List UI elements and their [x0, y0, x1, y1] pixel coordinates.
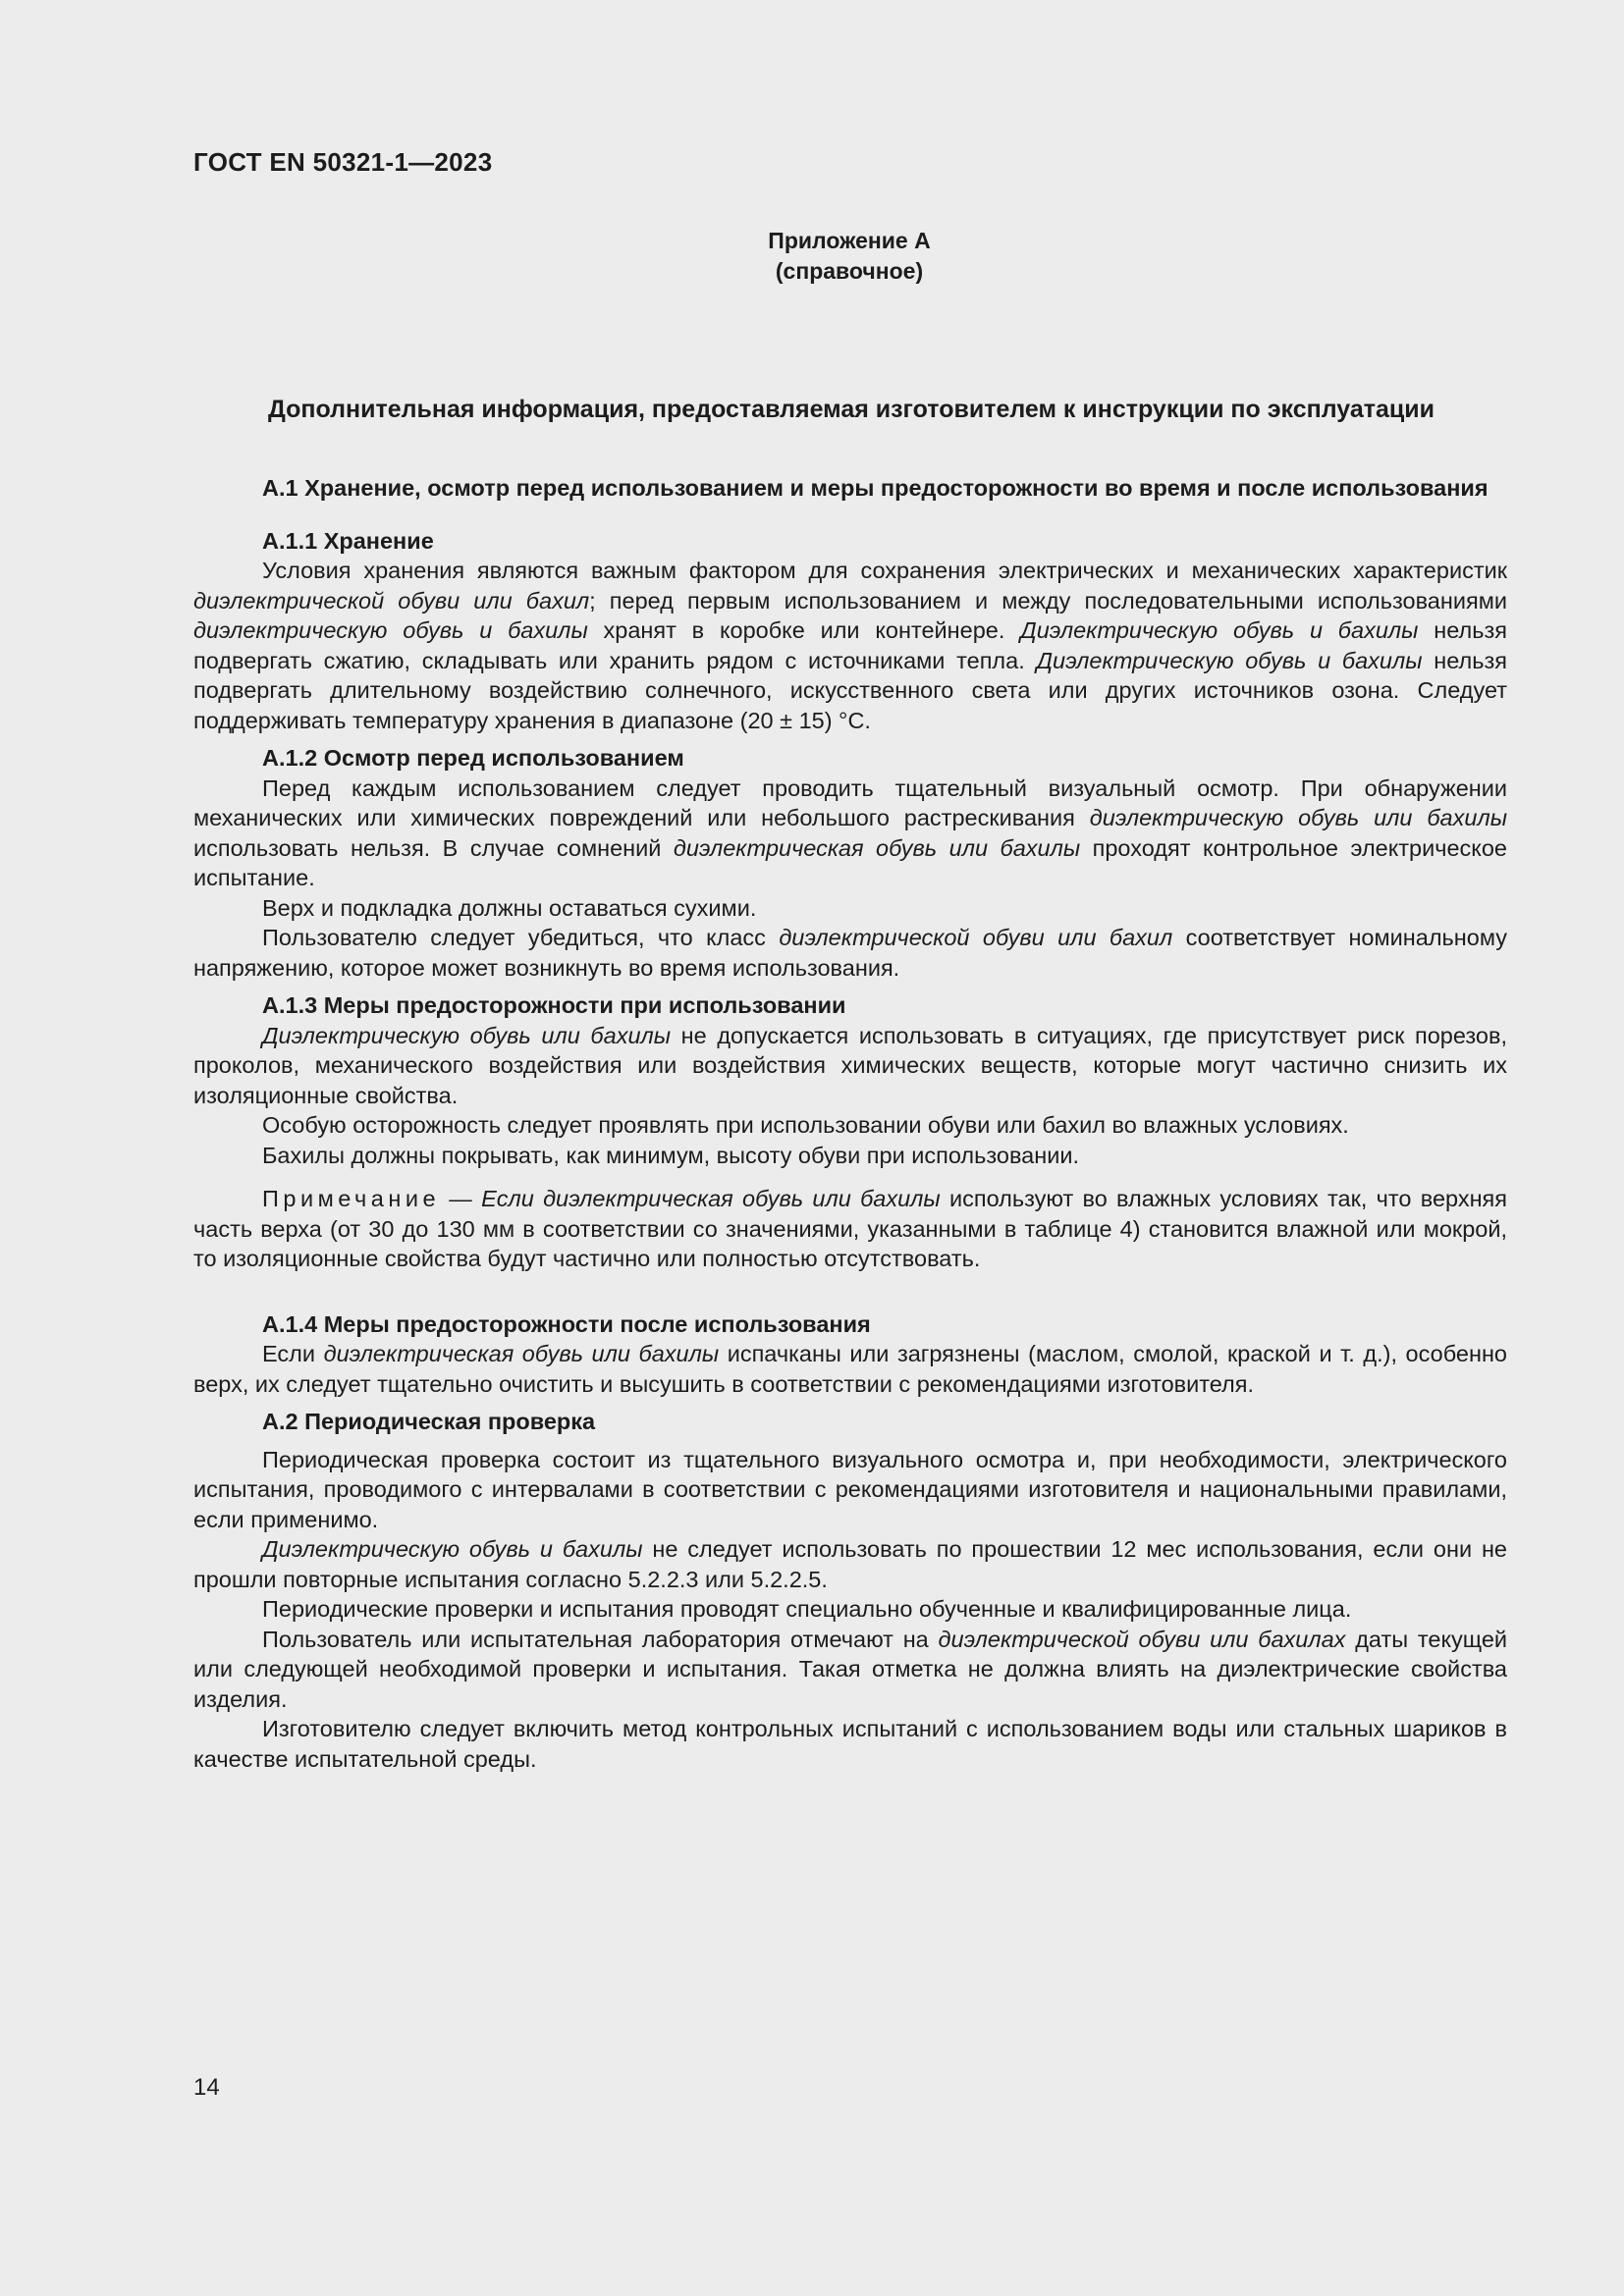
document-code: ГОСТ EN 50321-1—2023 — [193, 147, 493, 177]
paragraph: Изготовителю следует включить метод контрольных испытаний с использованием воды или стальных шариков в качестве испытательной среды. — [193, 1716, 1507, 1772]
paragraph: Верх и подкладка должны оставаться сухими. — [262, 894, 757, 921]
paragraph: Условия хранения являются важным фактором для сохранения электрических и механических характеристик диэлектрической обуви или бахил; перед первым использованием и между последовательными использованиями диэлектрическую обувь и бахилы хранят в коробке или контейнере. Диэлектрическую обувь и бахилы нельзя подвергать сжатию, складывать или хранить рядом с источниками тепла. Диэлектрическую обувь и бахилы нельзя подвергать длительному воздействию солнечного, искусственного света или других источников озона. Следует поддерживать температуру хранения в диапазоне (20 ± 15) °С. — [193, 558, 1507, 733]
paragraph: Диэлектрическую обувь и бахилы не следует использовать по прошествии 12 мес использования, если они не прошли повторные испытания согласно 5.2.2.3 или 5.2.2.5. — [193, 1536, 1507, 1592]
paragraph: Периодические проверки и испытания проводят специально обученные и квалифицированные лица. — [262, 1596, 1352, 1622]
document-body — [193, 473, 1507, 1774]
section-a2-heading: А.2 Периодическая проверка — [262, 1409, 596, 1434]
paragraph: Перед каждым использованием следует проводить тщательный визуальный осмотр. При обнаружении механических или химических повреждений или небольшого растрескивания диэлектрическую обувь или бахилы использовать нельзя. В случае сомнений диэлектрическая обувь или бахилы проходят контрольное электрическое испытание. — [193, 774, 1507, 890]
paragraph: Диэлектрическую обувь или бахилы не допускается использовать в ситуациях, где присутствует риск порезов, проколов, механического воздействия или воздействия химических веществ, которые могут частично снизить их изоляционные свойства. — [193, 1022, 1507, 1108]
note: Примечание — Если диэлектрическая обувь или бахилы используют во влажных условиях так, что верхняя часть верха (от 30 до 130 мм в соответствии со значениями, указанными в таблице 4) становится влажной или мокрой, то изоляционные свойства будут частично или полностью отсутствовать. — [193, 1186, 1508, 1271]
note-label: Примечание — [262, 1186, 441, 1211]
page-number: 14 — [193, 2074, 220, 2101]
annex-title: Дополнительная информация, предоставляемая изготовителем к инструкции по эксплуатации — [268, 396, 1435, 423]
paragraph: Периодическая проверка состоит из тщательного визуального осмотра и, при необходимости, электрического испытания, проводимого с интервалами в соответствии с рекомендациями изготовителя и национальными правилами, если применимо. — [193, 1446, 1507, 1532]
section-a1-heading: А.1 Хранение, осмотр перед использованием и меры предосторожности во время и после использования — [262, 475, 1489, 501]
section-a13-heading: А.1.3 Меры предосторожности при использовании — [262, 992, 846, 1018]
annex-heading — [0, 226, 1624, 287]
section-a11-heading: А.1.1 Хранение — [262, 527, 434, 554]
section-a14-heading: А.1.4 Меры предосторожности после использования — [262, 1310, 871, 1337]
paragraph: Если диэлектрическая обувь или бахилы испачканы или загрязнены (маслом, смолой, краской и т. д.), особенно верх, их следует тщательно очистить и высушить в соответствии с рекомендациями изготовителя. — [193, 1341, 1507, 1397]
paragraph: Бахилы должны покрывать, как минимум, высоту обуви при использовании. — [262, 1142, 1080, 1168]
paragraph: Пользователю следует убедиться, что класс диэлектрической обуви или бахил соответствует номинальному напряжению, которое может возникнуть во время использования. — [193, 925, 1508, 981]
paragraph: Пользователь или испытательная лаборатория отмечают на диэлектрической обуви или бахилах даты текущей или следующей необходимой проверки и испытания. Такая отметка не должна влиять на диэлектрические свойства изделия. — [193, 1626, 1508, 1712]
section-a12-heading: А.1.2 Осмотр перед использованием — [262, 745, 684, 771]
annex-label: Приложение А — [768, 228, 931, 253]
paragraph: Особую осторожность следует проявлять при использовании обуви или бахил во влажных условиях. — [262, 1112, 1349, 1138]
annex-type: (справочное) — [775, 258, 924, 284]
